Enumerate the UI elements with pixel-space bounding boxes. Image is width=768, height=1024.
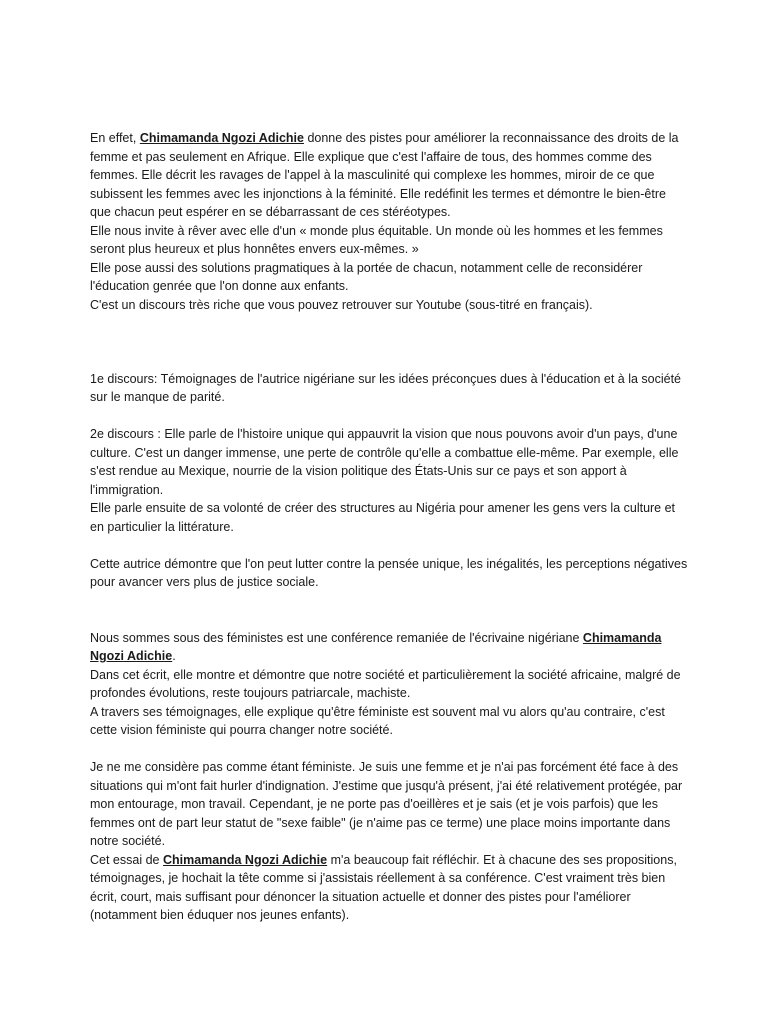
author-link[interactable]: Chimamanda Ngozi Adichie <box>139 131 304 145</box>
essay-intro-text: Nous sommes sous des féministes est une conférence remaniée de l'écrivaine nigériane <box>90 630 583 645</box>
intro-solutions-paragraph: Elle pose aussi des solutions pragmatiques à la portée de chacun, notamment celle de reconsidérer l'éducation genrée que l'on donne aux enfants. <box>90 260 643 293</box>
essay-testimony-paragraph: A travers ses témoignages, elle explique qu'être féministe est souvent mal vu alors qu'au contraire, c'est cette vision féministe qui pourra changer notre société. <box>90 704 665 737</box>
intro-dream-paragraph: Elle nous invite à rêver avec elle d'un « monde plus équitable. Un monde où les hommes et les femmes seront plus heureux et plus honnêtes envers eux-mêmes. » <box>90 223 663 256</box>
intro-paragraph <box>90 129 690 222</box>
opinion-paragraph: Je ne me considère pas comme étant féministe. Je suis une femme et je n'ai pas forcément été face à des situations qui m'ont fait hurler d'indignation. J'estime que jusqu'à présent, j'ai été relativement protégée, par mon entourage, mon travail. Cependant, je ne porte pas d'oeillères et je sais (et je vois parfois) que les femmes ont de part leur statut de "sexe faible" (je n'aime pas ce terme) une place moins importante dans notre société. <box>90 760 683 848</box>
essay-society-paragraph: Dans cet écrit, elle montre et démontre que notre société et particulièrement la société africaine, malgré de profondes évolutions, reste toujours patriarcale, machiste. <box>90 667 681 700</box>
essay-intro-paragraph <box>90 629 690 666</box>
essay-intro-period: . <box>172 649 176 663</box>
second-discourse-nigeria-paragraph: Elle parle ensuite de sa volonté de créer des structures au Nigéria pour amener les gens vers la culture et en particulier la littérature. <box>90 501 676 534</box>
first-discourse-paragraph: 1e discours: Témoignages de l'autrice nigériane sur les idées préconçues dues à l'éducation et à la société sur le manque de parité. <box>90 371 682 404</box>
document-body <box>90 129 690 925</box>
intro-text-end: donne des pistes pour améliorer la reconnaissance des droits de la femme et pas seulement en Afrique. Elle explique que c'est l'affaire de tous, des hommes comme des femmes. Elle décrit les ravages de l'appel à la masculinité qui complexe les hommes, miroir de ce que subissent les femmes avec les injonctions à la féminité. Elle redéfinit les termes et démontre le bien-être que chacun peut espérer en se débarrassant de ces stéréotypes. <box>90 131 679 219</box>
opinion-essay-text-start: Cet essai de <box>90 852 163 867</box>
discourse-conclusion-paragraph: Cette autrice démontre que l'on peut lutter contre la pensée unique, les inégalités, les perceptions négatives pour avancer vers plus de justice sociale. <box>90 556 688 589</box>
author-link[interactable]: Chimamanda Ngozi Adichie <box>162 852 328 867</box>
opinion-essay-paragraph <box>90 851 690 925</box>
author-link[interactable]: Chimamanda Ngozi Adichie <box>90 630 662 663</box>
second-discourse-paragraph: 2e discours : Elle parle de l'histoire unique qui appauvrit la vision que nous pouvons avoir d'un pays, d'une culture. C'est un danger immense, une perte de contrôle qu'elle a combattue elle-même. Par exemple, elle s'est rendue au Mexique, nourrie de la vision politique des États-Unis sur ce pays et son apport à l'immigration. <box>90 427 679 497</box>
intro-youtube-paragraph: C'est un discours très riche que vous pouvez retrouver sur Youtube (sous-titré en français). <box>90 297 593 312</box>
opinion-essay-text-end: m'a beaucoup fait réfléchir. Et à chacune des ses propositions, témoignages, je hochait la tête comme si j'assistais réellement à sa conférence. C'est vraiment très bien écrit, court, mais suffisant pour dénoncer la situation actuelle et donner des pistes pour l'améliorer (notamment bien éduquer nos jeunes enfants). <box>90 852 677 922</box>
intro-text-start: En effet, <box>90 131 140 145</box>
